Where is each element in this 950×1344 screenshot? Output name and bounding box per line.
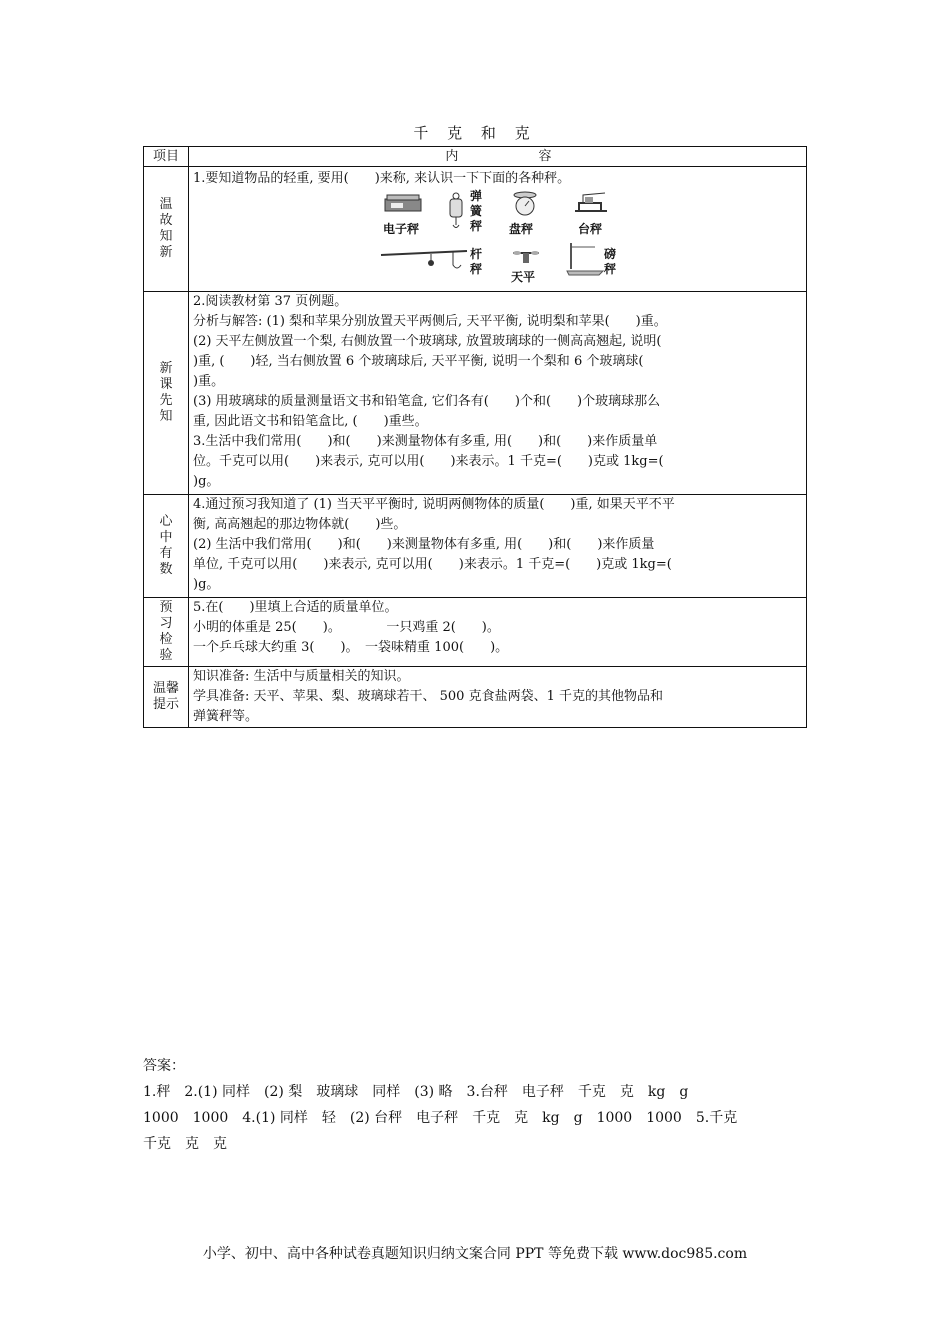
answer-line: 千克 克 克 <box>143 1136 227 1152</box>
footer-text: 小学、初中、高中各种试卷真题知识归纳文案合同 PPT 等免费下载 www.doc985.com <box>202 1246 748 1262</box>
row-label: 心中有数 <box>159 514 173 577</box>
row-label: 温馨提示 <box>152 681 179 712</box>
dial-scale-image <box>511 191 539 217</box>
label-platform-scale: 台秤 <box>578 222 603 236</box>
row-label: 新课先知 <box>159 361 173 424</box>
text-line: 学具准备: 天平、苹果、梨、玻璃球若干、 500 克食盐两袋、1 千克的其他物品和 <box>193 689 663 704</box>
text-line: (2) 天平左侧放置一个梨, 右侧放置一个玻璃球, 放置玻璃球的一侧高高翘起, 说明( <box>193 334 662 349</box>
table-row-new-lesson <box>144 292 807 495</box>
steelyard-image <box>379 247 471 273</box>
row-content <box>189 598 807 667</box>
table-row-review <box>144 167 807 292</box>
text-line: 知识准备: 生活中与质量相关的知识。 <box>193 669 410 684</box>
text-line: 单位, 千克可以用( )来表示, 克可以用( )来表示。1 千克=( )克或 1kg=( <box>193 557 672 572</box>
answers-section <box>143 1053 813 1157</box>
row-content <box>189 667 807 728</box>
balance-image <box>511 247 541 265</box>
preview-table <box>143 146 807 728</box>
header-content: 内 容 <box>189 147 807 167</box>
answer-line: 1.秤 2.(1) 同样 (2) 梨 玻璃球 同样 (3) 略 3.台秤 电子秤 千克 克 kg g <box>143 1084 689 1100</box>
weighbridge-image <box>565 239 605 279</box>
text-line: 3.生活中我们常用( )和( )来测量物体有多重, 用( )和( )来作质量单 <box>193 434 658 449</box>
text-line: (2) 生活中我们常用( )和( )来测量物体有多重, 用( )和( )来作质量 <box>193 537 655 552</box>
row-content <box>189 495 807 598</box>
label-spring-scale: 弹簧秤 <box>469 189 482 233</box>
platform-scale-image <box>571 189 611 215</box>
page-title: 千 克 和 克 <box>413 124 537 142</box>
answer-line: 1000 1000 4.(1) 同样 轻 (2) 台秤 电子秤 千克 克 kg g 1000 1000 5.千克 <box>143 1110 738 1126</box>
scales-illustration <box>193 189 802 284</box>
electronic-scale-image <box>383 193 423 215</box>
table-header-row <box>144 147 807 167</box>
text-line: 衡, 高高翘起的那边物体就( )些。 <box>193 517 407 532</box>
text-line: 分析与解答: (1) 梨和苹果分别放置天平两侧后, 天平平衡, 说明梨和苹果( )重。 <box>193 314 667 329</box>
table-row-tips <box>144 667 807 728</box>
text-line: 重, 因此语文书和铅笔盒比, ( )重些。 <box>193 414 428 429</box>
header-item: 项目 <box>144 147 189 167</box>
label-weighbridge: 磅秤 <box>603 247 616 276</box>
spring-scale-image <box>447 191 465 231</box>
answers-label: 答案： <box>143 1058 185 1074</box>
row-label: 预习检验 <box>159 600 173 663</box>
text-line: 位。千克可以用( )来表示, 克可以用( )来表示。1 千克=( )克或 1kg=( <box>193 454 664 469</box>
row-content <box>189 292 807 495</box>
row-label: 温故知新 <box>159 197 173 260</box>
text-line: 1.要知道物品的轻重, 要用( )来称, 来认识一下下面的各种秤。 <box>193 171 571 186</box>
text-line: )重。 <box>193 374 225 389</box>
text-line: 一个乒乓球大约重 3( )。 一袋味精重 100( )。 <box>193 640 509 655</box>
text-line: 5.在( )里填上合适的质量单位。 <box>193 600 398 615</box>
table-row-understanding <box>144 495 807 598</box>
text-line: )重, ( )轻, 当右侧放置 6 个玻璃球后, 天平平衡, 说明一个梨和 6 个玻璃球( <box>193 354 644 369</box>
label-electronic-scale: 电子秤 <box>383 222 420 236</box>
text-line: (3) 用玻璃球的质量测量语文书和铅笔盒, 它们各有( )个和( )个玻璃球那么 <box>193 394 661 409</box>
label-steelyard: 杆秤 <box>469 247 482 276</box>
text-line: 4.通过预习我知道了 (1) 当天平平衡时, 说明两侧物体的质量( )重, 如果天平不平 <box>193 497 675 512</box>
text-line: 2.阅读教材第 37 页例题。 <box>193 294 348 309</box>
text-line: )g。 <box>193 474 220 489</box>
label-dial-scale: 盘秤 <box>509 222 534 236</box>
text-line: 小明的体重是 25( )。 一只鸡重 2( )。 <box>193 620 500 635</box>
row-content <box>189 167 807 292</box>
table-row-check <box>144 598 807 667</box>
text-line: )g。 <box>193 577 220 592</box>
label-balance: 天平 <box>511 270 536 284</box>
text-line: 弹簧秤等。 <box>193 709 259 724</box>
